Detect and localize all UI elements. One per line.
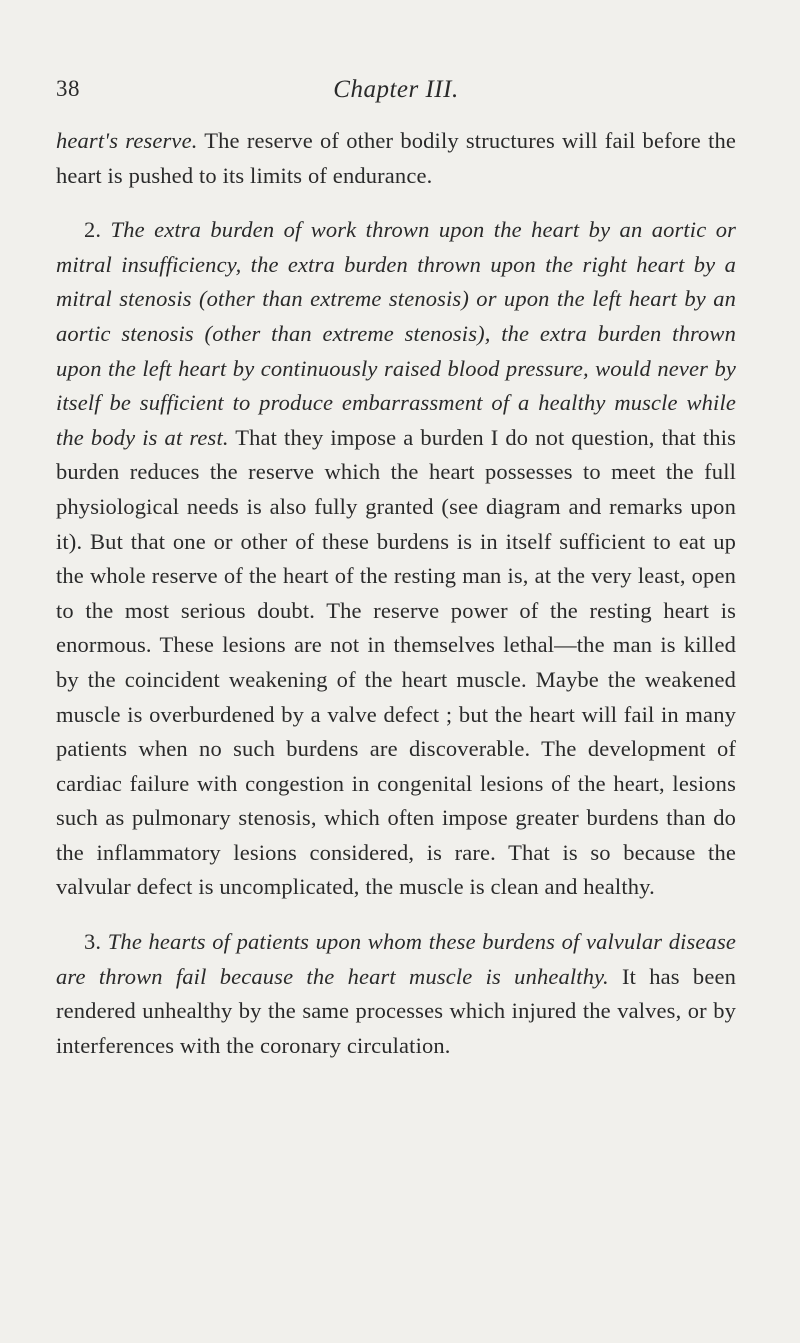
italic-lead: The extra burden of work thrown upon the heart by an aortic or mitral insufficiency, the extra burden thrown upon the right heart by a mitral stenosis (other than extreme stenosis) or upon the left heart by an aortic stenosis (other than extreme stenosis), the extra burden thrown upon the left heart by continuously raised blood pressure, would never by itself be sufficient to produce embarrassment of a healthy muscle while the body is at rest. [56, 217, 736, 450]
paragraph-continuation [56, 124, 736, 193]
paragraph-number: 3. [84, 929, 108, 955]
italic-lead: The hearts of patients upon whom these burdens of valvular disease are thrown fail because the heart muscle is unhealthy. [56, 929, 736, 989]
paragraph-3 [56, 925, 736, 1063]
paragraph-number: 2. [84, 217, 111, 243]
paragraph-2 [56, 213, 736, 905]
paragraph-text: The reserve of other bodily structures will fail before the heart is pushed to its limits of endurance. [56, 128, 737, 188]
running-head [56, 76, 736, 110]
paragraph-text: That they impose a burden I do not question, that this burden reduces the reserve which the heart possesses to meet the full physiological needs is also fully granted (see diagram and remarks upon it). But that one or other of these burdens is in itself sufficient to eat up the whole reserve of the heart of the resting man is, at the very least, open to the most serious doubt. The reserve power of the resting heart is enormous. These lesions are not in themselves lethal—the man is killed by the coincident weakening of the heart muscle. Maybe the weakened muscle is overburdened by a valve defect ; but the heart will fail in many patients when no such burdens are discoverable. The development of cardiac failure with congestion in congenital lesions of the heart, lesions such as pulmonary stenosis, which often impose greater burdens than do the inflammatory lesions considered, is rare. That is so because the valvular defect is uncomplicated, the muscle is clean and healthy. [56, 424, 736, 900]
body-text [56, 124, 736, 1063]
chapter-title: Chapter III. [333, 76, 459, 103]
italic-lead: heart's reserve. [56, 128, 198, 153]
paragraph-text: It has been rendered unhealthy by the same processes which injured the valves, or by interferences with the coronary circulation. [56, 963, 736, 1058]
page-number: 38 [56, 76, 80, 101]
